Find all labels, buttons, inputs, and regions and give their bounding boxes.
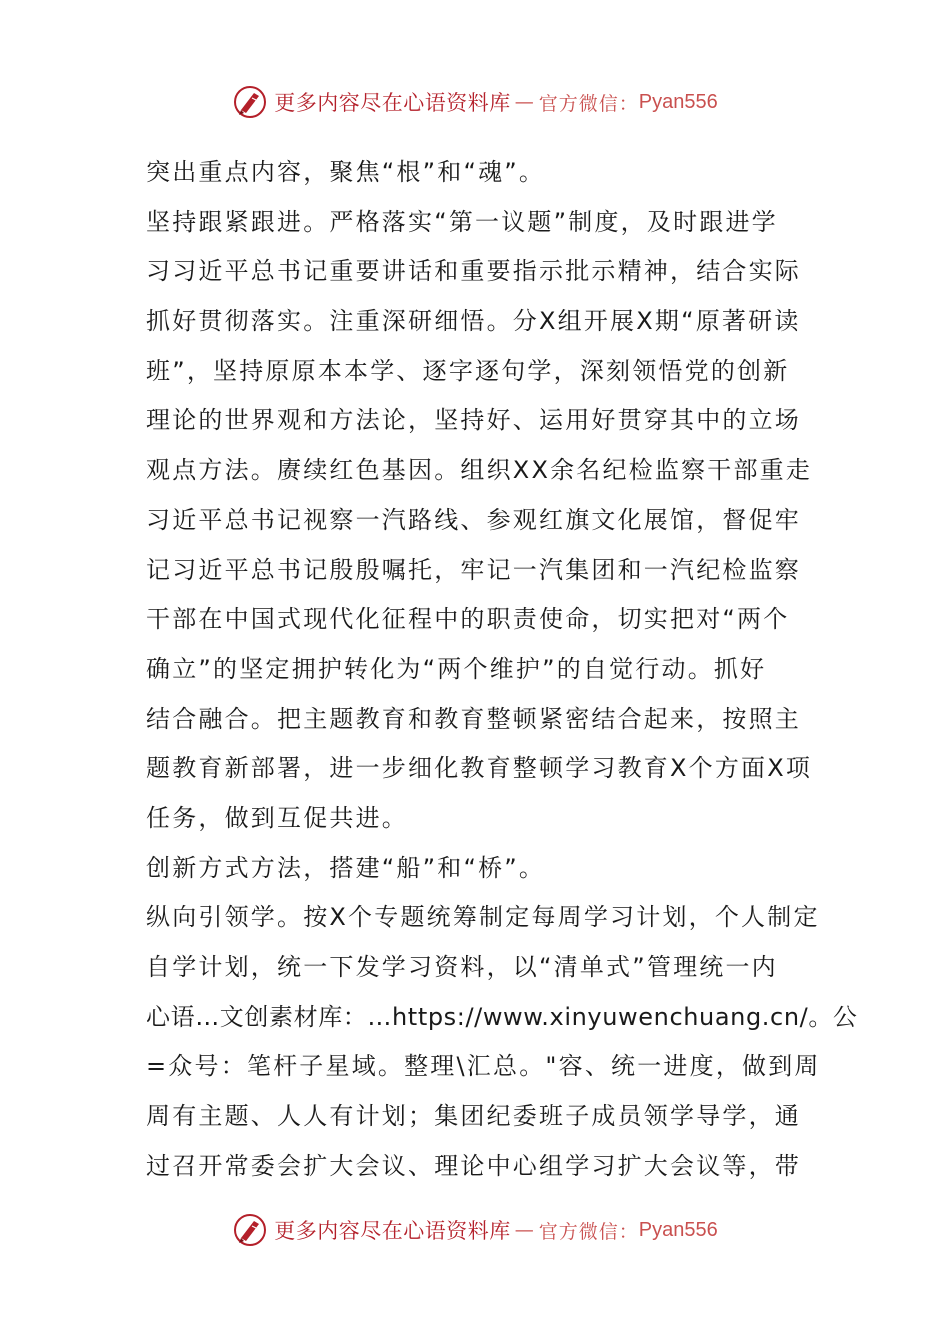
text-line: =众号：笔杆子星域。整理\汇总。"容、统一进度，做到周	[146, 1052, 821, 1081]
header-wechat-id: Pyan556	[638, 90, 718, 113]
document-body	[146, 148, 858, 1191]
text-line: 结合融合。把主题教育和教育整顿紧密结合起来，按照主	[146, 704, 801, 733]
footer-separator: —	[514, 1219, 535, 1241]
header-brand: 更多内容尽在心语资料库	[274, 91, 511, 115]
text-line: 创新方式方法，搭建“船”和“桥”。	[146, 853, 546, 882]
footer-brand: 更多内容尽在心语资料库	[274, 1219, 511, 1243]
text-line: 习习近平总书记重要讲话和重要指示批示精神，结合实际	[146, 257, 801, 286]
header-contact-label: 官方微信：	[538, 92, 639, 115]
text-line: 过召开常委会扩大会议、理论中心组学习扩大会议等，带	[146, 1151, 801, 1180]
text-line: 习近平总书记视察一汽路线、参观红旗文化展馆，督促牢	[146, 505, 801, 534]
text-line: 坚持跟紧跟进。严格落实“第一议题”制度，及时跟进学	[146, 207, 778, 236]
pen-logo-icon	[232, 84, 268, 120]
header-banner	[0, 80, 950, 124]
text-line: 周有主题、人人有计划；集团纪委班子成员领学导学，通	[146, 1102, 801, 1131]
footer-contact-label: 官方微信：	[538, 1220, 639, 1243]
text-line: 任务，做到互促共进。	[146, 803, 408, 832]
footer-wechat-id: Pyan556	[638, 1218, 718, 1241]
text-line: 抓好贯彻落实。注重深研细悟。分X组开展X期“原著研读	[146, 307, 801, 336]
pen-logo-icon	[232, 1212, 268, 1248]
text-line: 纵向引领学。按X个专题统筹制定每周学习计划，个人制定	[146, 903, 820, 932]
text-line: 题教育新部署，进一步细化教育整顿学习教育X个方面X项	[146, 754, 813, 783]
text-line: 突出重点内容，聚焦“根”和“魂”。	[146, 158, 546, 186]
text-line: 记习近平总书记殷殷嘱托，牢记一汽集团和一汽纪检监察	[146, 555, 801, 584]
text-line: 心语…文创素材库：…https://www.xinyuwenchuang.cn/。公	[146, 1002, 858, 1031]
text-line: 干部在中国式现代化征程中的职责使命，切实把对“两个	[146, 605, 790, 634]
text-line: 观点方法。赓续红色基因。组织XX余名纪检监察干部重走	[146, 456, 813, 485]
footer-banner	[0, 1208, 950, 1252]
text-line: 理论的世界观和方法论，坚持好、运用好贯穿其中的立场	[146, 406, 801, 435]
header-separator: —	[514, 91, 535, 113]
text-line: 班”，坚持原原本本学、逐字逐句学，深刻领悟党的创新	[146, 356, 790, 385]
text-line: 自学计划，统一下发学习资料，以“清单式”管理统一内	[146, 953, 778, 981]
text-line: 确立”的坚定拥护转化为“两个维护”的自觉行动。抓好	[146, 654, 767, 683]
